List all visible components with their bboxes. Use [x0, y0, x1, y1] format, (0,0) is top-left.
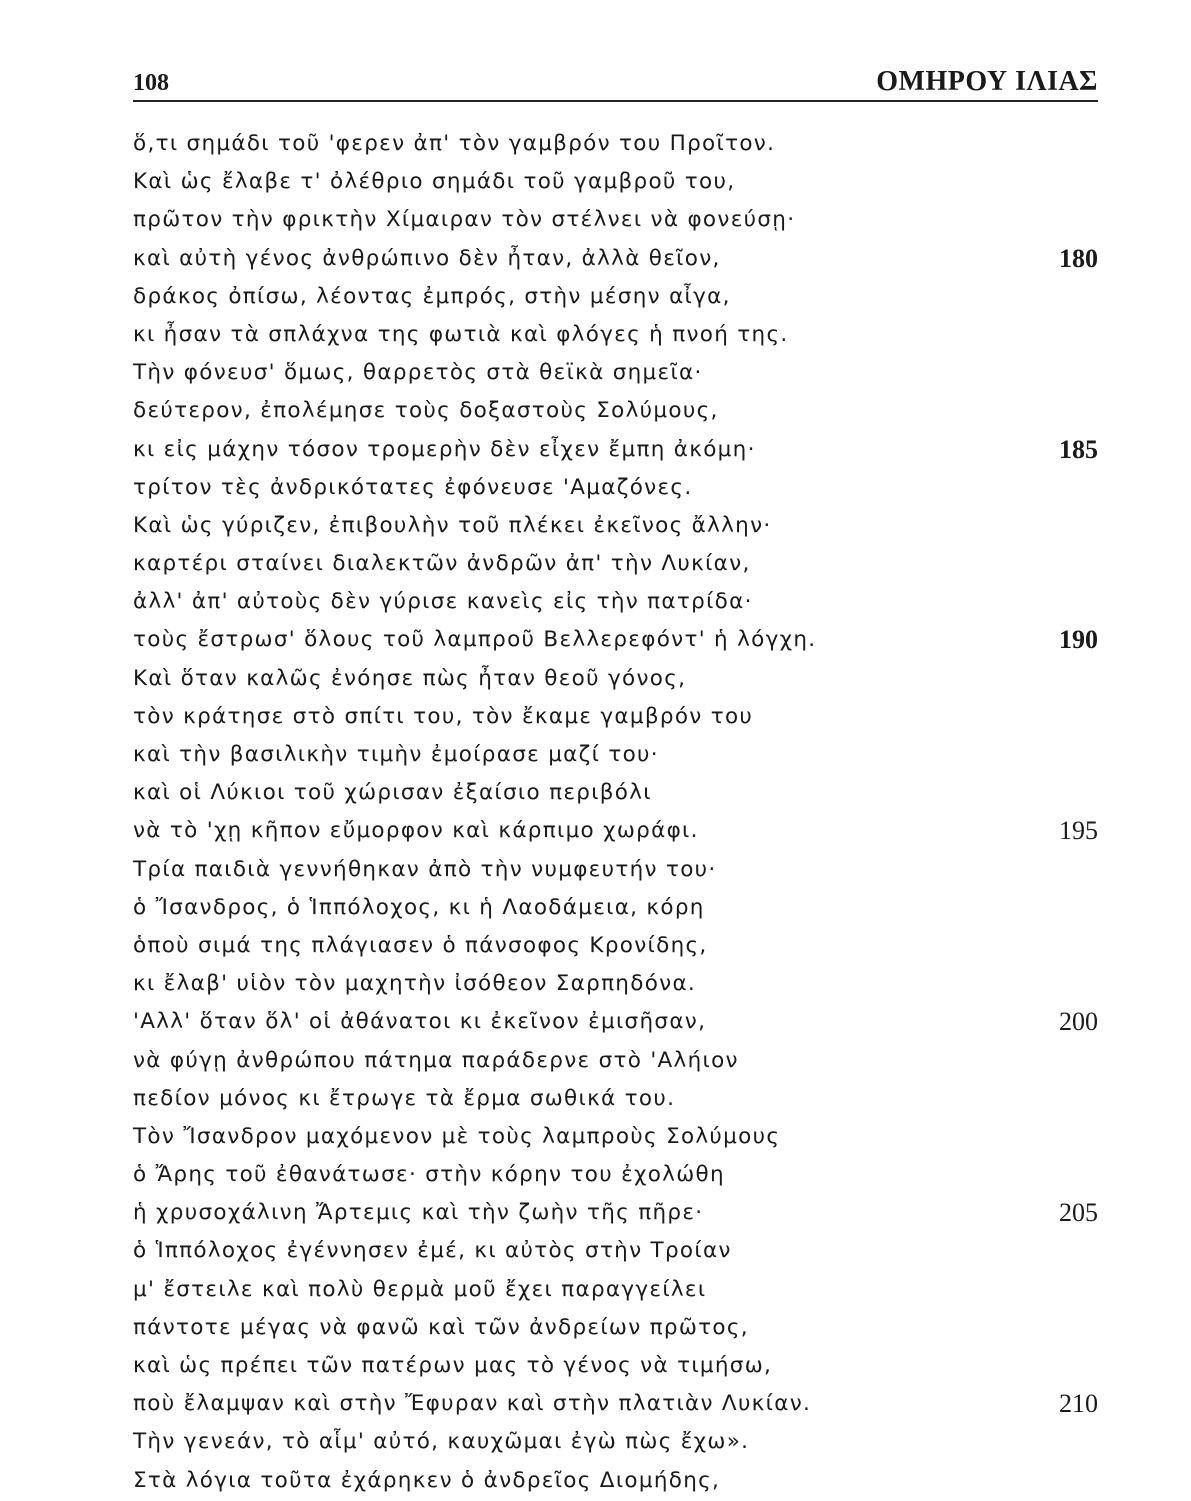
verse-line [133, 1042, 1098, 1080]
line-number: 195 [1059, 816, 1098, 846]
verse-line [133, 545, 1098, 583]
verse-text: ποὺ ἔλαμψαν καὶ στὴν Ἔφυραν καὶ στὴν πλατιὰν Λυκίαν. [133, 1391, 812, 1417]
verse-text: καὶ ὡς πρέπει τῶν πατέρων μας τὸ γένος νὰ τιμήσω, [133, 1353, 773, 1378]
verse-text: καρτέρι σταίνει διαλεκτῶν ἀνδρῶν ἀπ' τὴν Λυκίαν, [133, 551, 751, 577]
verse-line [133, 1423, 1098, 1461]
verse-line [133, 240, 1098, 278]
verse-text: μ' ἔστειλε καὶ πολὺ θερμὰ μοῦ ἔχει παραγγείλει [133, 1276, 707, 1302]
verse-line [133, 1194, 1098, 1232]
running-title: ΟΜΗΡΟΥ ΙΛΙΑΣ [876, 66, 1098, 97]
verse-line [133, 1118, 1098, 1156]
verse-text: δράκος ὀπίσω, λέοντας ἐμπρός, στὴν μέσην αἶγα, [133, 283, 731, 309]
verse-line [133, 812, 1098, 850]
verse-text: ὁ Ἄρης τοῦ ἐθανάτωσε· στὴν κόρην του ἐχολώθη [133, 1162, 725, 1188]
verse-text: καὶ οἱ Λύκιοι τοῦ χώρισαν ἐξαίσιο περιβόλι [133, 780, 652, 806]
verse-text: ὅ,τι σημάδι τοῦ 'φερεν ἀπ' τὸν γαμβρόν του Προῖτον. [133, 131, 776, 156]
verse-text: τρίτον τὲς ἀνδρικότατες ἐφόνευσε 'Αμαζόνες. [133, 474, 693, 500]
verse-line [133, 201, 1098, 239]
verse-text: Τὴν γενεάν, τὸ αἷμ' αὐτό, καυχῶμαι ἐγὼ πὼς ἔχω». [133, 1429, 750, 1455]
verse-text: κι εἰς μάχην τόσον τρομερὴν δὲν εἶχεν ἔμπη ἀκόμη· [133, 436, 756, 462]
verse-line [133, 469, 1098, 507]
verse-text: δεύτερον, ἐπολέμησε τοὺς δοξαστοὺς Σολύμους, [133, 398, 719, 424]
verse-line [133, 507, 1098, 545]
verse-text: καὶ τὴν βασιλικὴν τιμὴν ἐμοίρασε μαζί του· [133, 742, 659, 767]
header-rule [133, 100, 1098, 102]
verse-text: Καὶ ὅταν καλῶς ἐνόησε πὼς ἦταν θεοῦ γόνος, [133, 665, 687, 691]
verse-line [133, 392, 1098, 430]
verse-line [133, 736, 1098, 774]
verse-line [133, 927, 1098, 965]
verse-text: Καὶ ὡς γύριζεν, ἐπιβουλὴν τοῦ πλέκει ἐκεῖνος ἄλλην· [133, 512, 772, 538]
verse-text: πρῶτον τὴν φρικτὴν Χίμαιραν τὸν στέλνει νὰ φονεύσῃ· [133, 207, 796, 233]
line-number: 210 [1059, 1389, 1098, 1419]
verse-text: καὶ αὐτὴ γένος ἀνθρώπινο δὲν ἦταν, ἀλλὰ θεῖον, [133, 245, 721, 271]
verse-line [133, 1385, 1098, 1423]
verse-line [133, 965, 1098, 1003]
verse-text: Καὶ ὡς ἔλαβε τ' ὀλέθριο σημάδι τοῦ γαμβροῦ του, [133, 169, 736, 195]
verse-text: ὁ Ἴσανδρος, ὁ Ἱππόλοχος, κι ἡ Λαοδάμεια, κόρη [133, 894, 705, 920]
verse-text: Στὰ λόγια τοῦτα ἐχάρηκεν ὁ ἀνδρεῖος Διομήδης, [133, 1467, 721, 1493]
verse-text: νὰ φύγῃ ἀνθρώπου πάτημα παράδερνε στὸ 'Αλήιον [133, 1047, 739, 1073]
verse-text: ὁποὺ σιμά της πλάγιασεν ὁ πάνσοφος Κρονίδης, [133, 932, 708, 958]
verse-line [133, 698, 1098, 736]
verse-text: τὸν κράτησε στὸ σπίτι του, τὸν ἔκαμε γαμβρόν του [133, 703, 754, 729]
verse-text: ὁ Ἱππόλοχος ἐγέννησεν ἐμέ, κι αὐτὸς στὴν Τροίαν [133, 1238, 732, 1264]
verse-text: Τὸν Ἴσανδρον μαχόμενον μὲ τοὺς λαμπροὺς Σολύμους [133, 1123, 781, 1149]
verse-text: νὰ τὸ 'χῃ κῆπον εὔμορφον καὶ κάρπιμο χωράφι. [133, 818, 699, 844]
verse-line [133, 774, 1098, 812]
verse-line [133, 431, 1098, 469]
verse-line [133, 163, 1098, 201]
verse-line [133, 1156, 1098, 1194]
line-number: 185 [1059, 434, 1098, 464]
verse-line [133, 1347, 1098, 1385]
line-number: 180 [1059, 243, 1098, 273]
verse-line [133, 354, 1098, 392]
verse-line [133, 583, 1098, 621]
verse-text: τοὺς ἔστρωσ' ὅλους τοῦ λαμπροῦ Βελλερεφόντ' ἡ λόγχη. [133, 627, 817, 653]
verse-line [133, 1080, 1098, 1118]
verse-text: κι ἔλαβ' υἱὸν τὸν μαχητὴν ἰσόθεον Σαρπηδόνα. [133, 971, 697, 997]
line-number: 200 [1059, 1007, 1098, 1037]
verse-line [133, 1309, 1098, 1347]
verse-line [133, 1003, 1098, 1041]
poem-text [133, 125, 1098, 1500]
line-number: 205 [1059, 1198, 1098, 1228]
verse-line [133, 1232, 1098, 1270]
verse-line [133, 1271, 1098, 1309]
verse-text: πάντοτε μέγας νὰ φανῶ καὶ τῶν ἀνδρείων πρῶτος, [133, 1314, 749, 1340]
verse-text: Τρία παιδιὰ γεννήθηκαν ἀπὸ τὴν νυμφευτήν του· [133, 856, 717, 882]
verse-line [133, 621, 1098, 659]
verse-text: Τὴν φόνευσ' ὅμως, θαρρετὸς στὰ θεϊκὰ σημεῖα· [133, 360, 703, 386]
verse-text: ἡ χρυσοχάλινη Ἄρτεμις καὶ τὴν ζωὴν τῆς πῆρε· [133, 1200, 704, 1226]
verse-line [133, 125, 1098, 163]
verse-line [133, 278, 1098, 316]
verse-line [133, 316, 1098, 354]
verse-line [133, 851, 1098, 889]
verse-text: 'Αλλ' ὅταν ὅλ' οἱ ἀθάνατοι κι ἐκεῖνον ἐμισῆσαν, [133, 1009, 707, 1035]
page-header [133, 62, 1098, 102]
page-number: 108 [133, 70, 169, 96]
verse-text: ἀλλ' ἀπ' αὐτοὺς δὲν γύρισε κανεὶς εἰς τὴν πατρίδα· [133, 589, 753, 615]
verse-text: κι ἦσαν τὰ σπλάχνα της φωτιὰ καὶ φλόγες ἡ πνοή της. [133, 321, 789, 347]
verse-line [133, 1462, 1098, 1500]
line-number: 190 [1059, 625, 1098, 655]
verse-text: πεδίον μόνος κι ἔτρωγε τὰ ἔρμα σωθικά του. [133, 1085, 676, 1111]
verse-line [133, 889, 1098, 927]
verse-line [133, 660, 1098, 698]
